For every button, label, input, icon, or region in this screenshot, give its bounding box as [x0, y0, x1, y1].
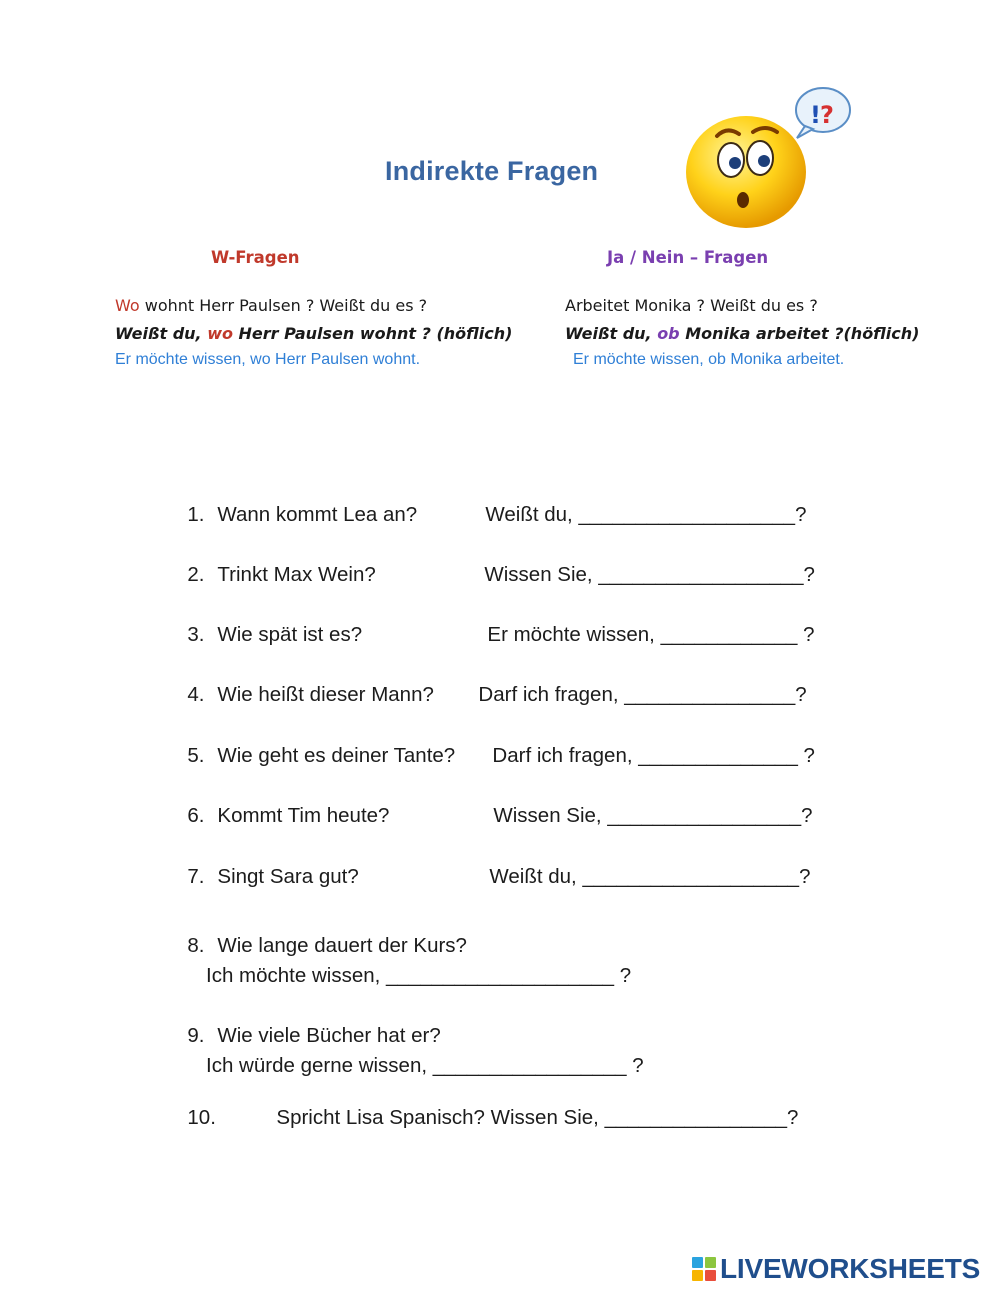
exercise-item[interactable]: 7. Singt Sara gut? Weißt du, ___________________? [187, 865, 811, 888]
w-example-question: Wo wohnt Herr Paulsen ? Weißt du es ? [115, 296, 428, 315]
exercise-item[interactable]: 2. Trinkt Max Wein? Wissen Sie, __________________? [187, 563, 815, 586]
exercise-item[interactable]: 5. Wie geht es deiner Tante? Darf ich fragen, ______________ ? [187, 744, 815, 767]
w-example-polite: Weißt du, wo Herr Paulsen wohnt ? (höflich) [115, 324, 513, 343]
exercise-item[interactable]: 3. Wie spät ist es? Er möchte wissen, ____________ ? [187, 623, 815, 646]
liveworksheets-logo [692, 1253, 980, 1285]
exercise-item[interactable]: 1. Wann kommt Lea an? Weißt du, ___________________? [187, 503, 807, 526]
brand-name: LIVEWORKSHEETS [720, 1253, 981, 1284]
w-word: Wo [115, 296, 140, 315]
logo-blocks-icon [692, 1257, 716, 1281]
exercise-item[interactable]: 10. Spricht Lisa Spanisch? Wissen Sie, ________________? [187, 1106, 799, 1129]
exercise-item[interactable]: 6. Kommt Tim heute? Wissen Sie, _________________? [187, 804, 813, 827]
ja-nein-example-question: Arbeitet Monika ? Weißt du es ? [565, 296, 818, 315]
exercise-item[interactable]: 8. Wie lange dauert der Kurs? Ich möchte wissen, ____________________ ? [187, 934, 632, 987]
w-example-reported: Er möchte wissen, wo Herr Paulsen wohnt. [115, 351, 421, 368]
exercise-item[interactable]: 4. Wie heißt dieser Mann? Darf ich fragen, _______________? [187, 683, 807, 706]
svg-text:!: ! [810, 101, 821, 129]
ja-nein-heading: Ja / Nein – Fragen [607, 248, 769, 267]
page-title: Indirekte Fragen [385, 156, 599, 186]
w-fragen-heading: W-Fragen [211, 248, 300, 267]
confused-emoji-icon [683, 86, 855, 231]
ja-nein-example-reported: Er möchte wissen, ob Monika arbeitet. [573, 351, 845, 368]
svg-text:?: ? [820, 101, 834, 129]
ja-nein-example-polite: Weißt du, ob Monika arbeitet ?(höflich) [565, 324, 920, 343]
exercise-item[interactable]: 9. Wie viele Bücher hat er? Ich würde gerne wissen, _________________ ? [187, 1024, 644, 1077]
